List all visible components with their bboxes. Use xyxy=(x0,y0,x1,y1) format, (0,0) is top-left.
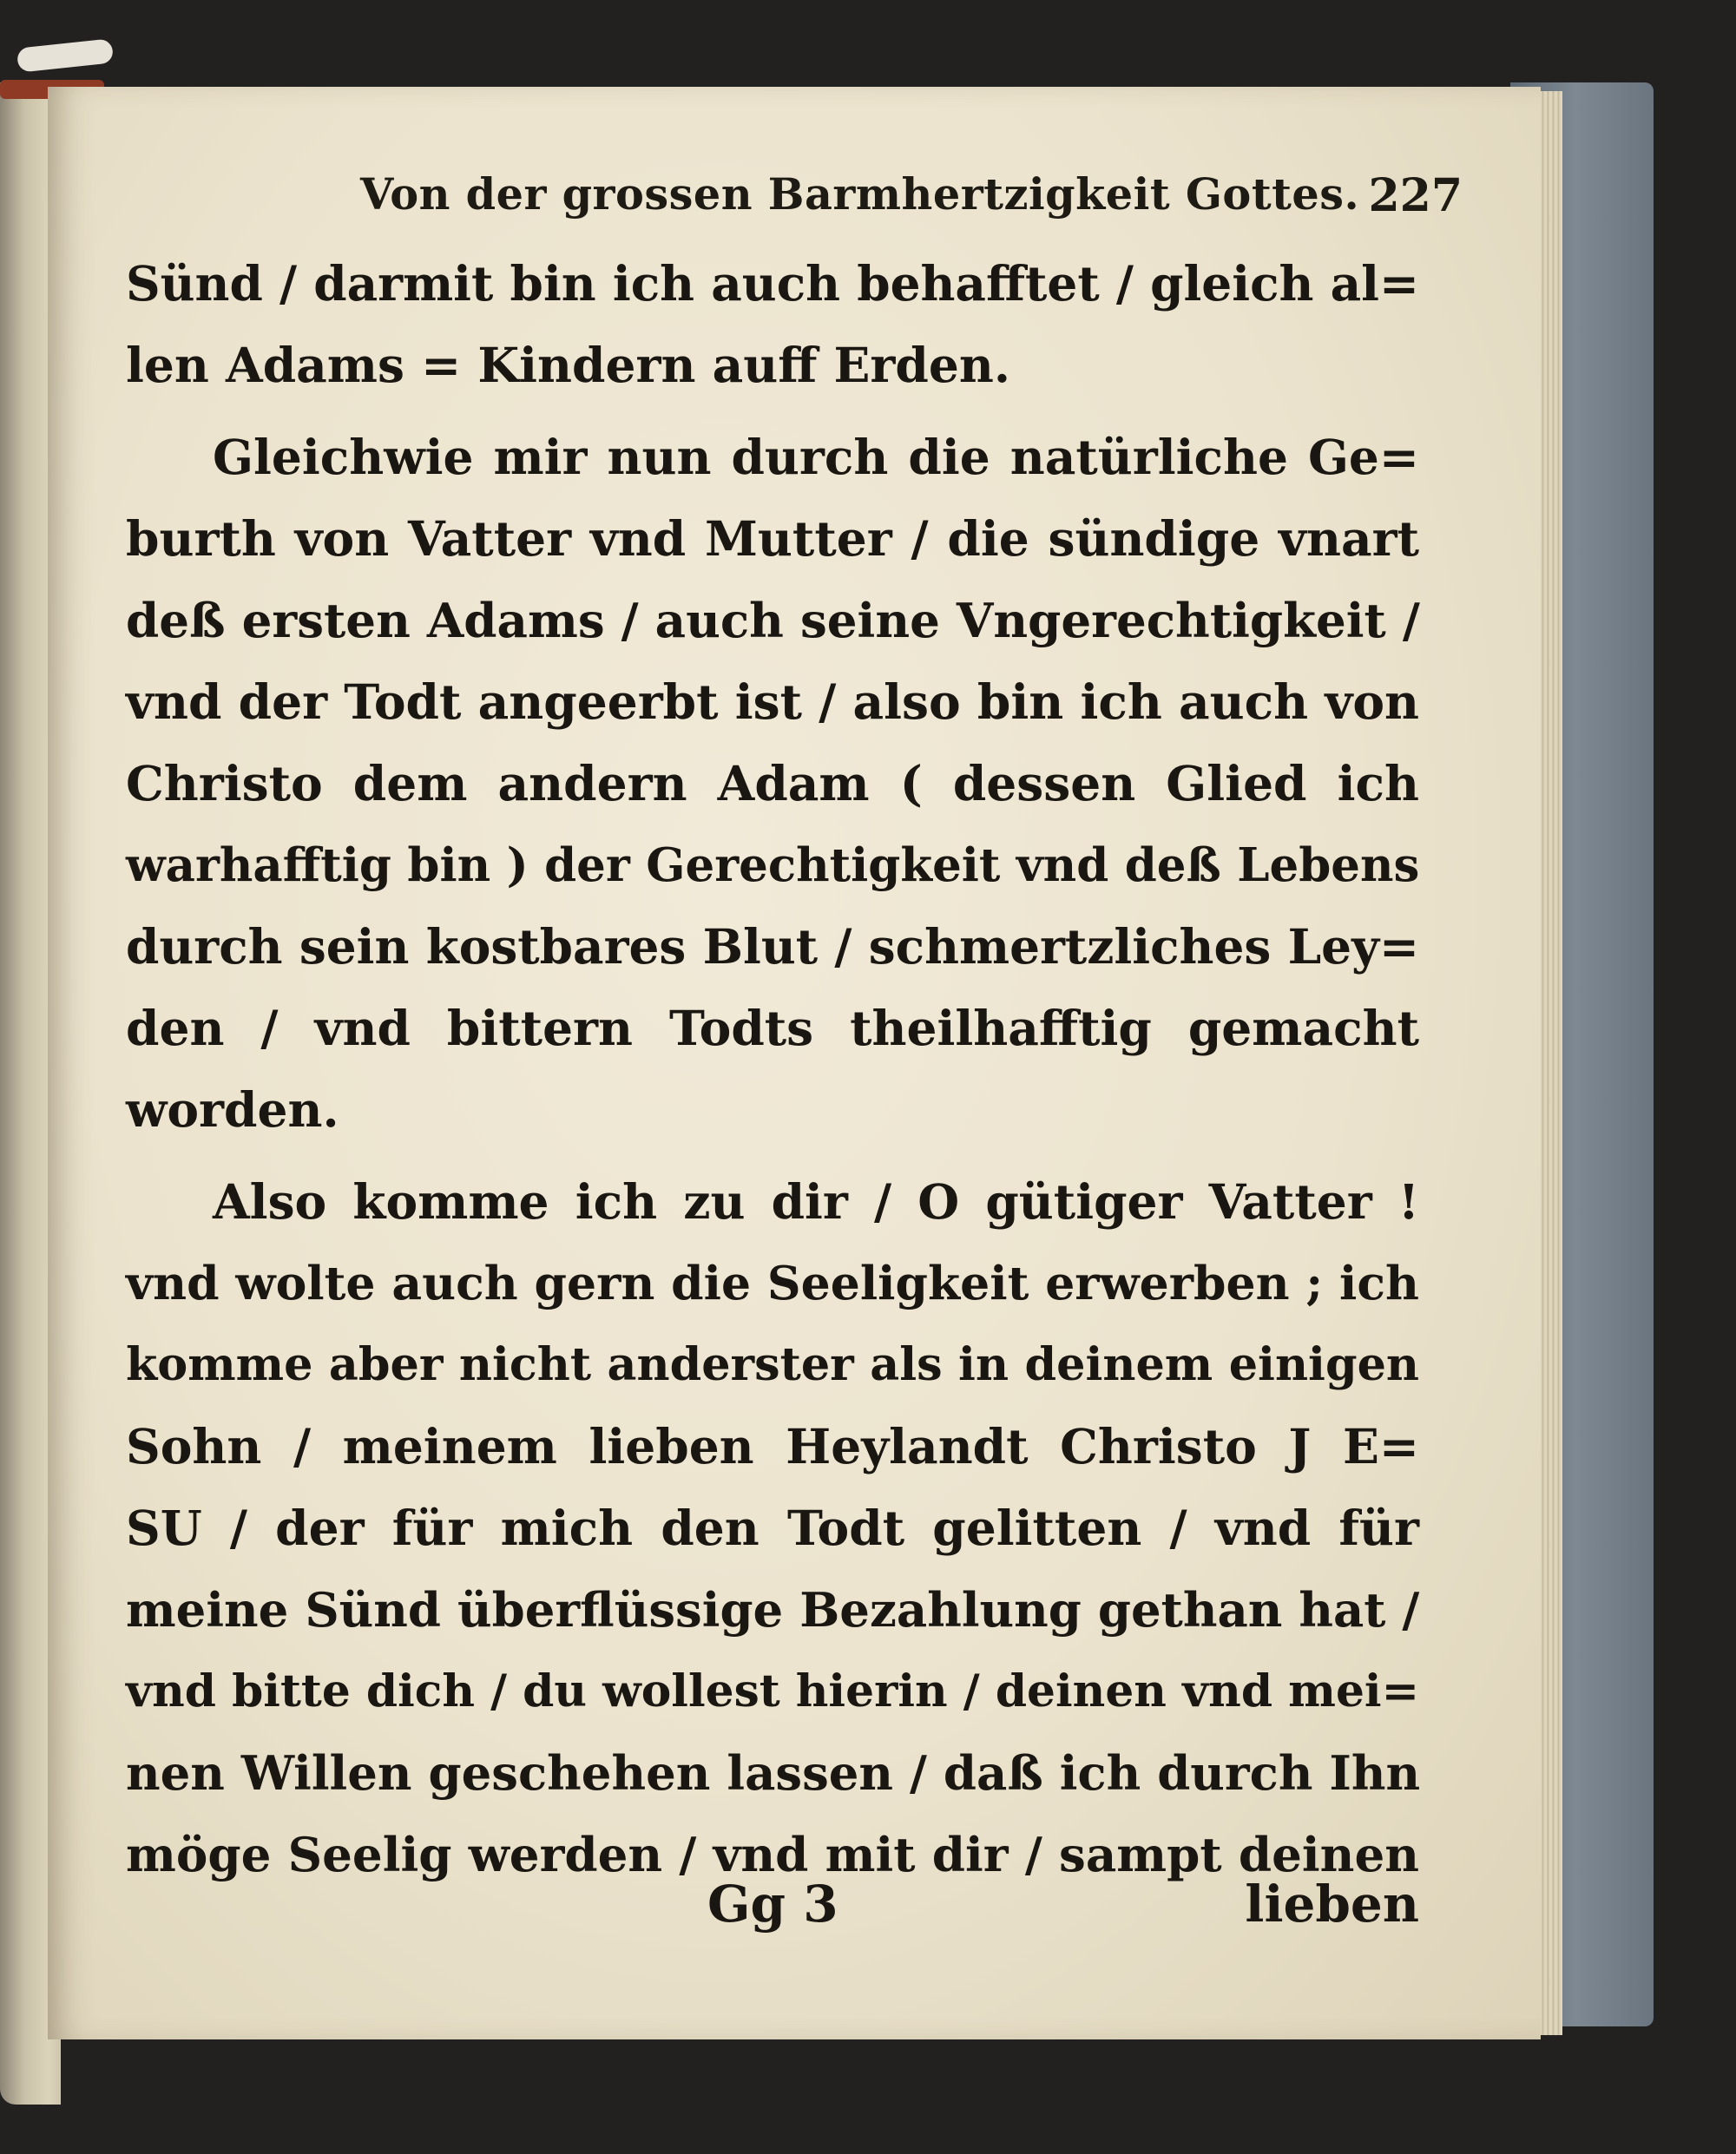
text-line: Gleichwie mir nun durch die natürliche Ge= xyxy=(213,429,1419,485)
page-number: 227 xyxy=(1368,169,1463,222)
text-line: nen Willen geschehen lassen / daß ich durch Ihn xyxy=(126,1745,1421,1801)
text-line: möge Seelig werden / vnd mit dir / sampt deinen xyxy=(126,1827,1419,1882)
paragraph-break xyxy=(126,406,1419,417)
text-line: vnd wolte auch gern die Seeligkeit erwerben ; ich xyxy=(126,1256,1419,1310)
text-line: Christo dem andern Adam ( dessen Glied ich xyxy=(126,755,1419,811)
text-line: Sünd / darmit bin ich auch behafftet / gleich al= xyxy=(126,255,1419,312)
text-line: komme aber nicht anderster als in deinem einigen xyxy=(126,1338,1419,1391)
bookmark-ribbon-white xyxy=(16,38,114,72)
page-header xyxy=(308,169,1463,239)
running-title: Von der grossen Barmhertzigkeit Gottes. xyxy=(360,169,1360,220)
page-footer xyxy=(126,1875,1419,1961)
text-line: worden. xyxy=(126,1081,339,1138)
book-page xyxy=(48,87,1541,2039)
text-line: len Adams = Kindern auff Erden. xyxy=(126,337,1010,393)
text-line: deß ersten Adams / auch seine Vngerechtigkeit / xyxy=(126,593,1420,648)
text-line: den / vnd bittern Todts theilhafftig gemacht xyxy=(126,1000,1419,1056)
text-line: warhafftig bin ) der Gerechtigkeit vnd deß Lebens xyxy=(126,838,1420,892)
text-line: vnd der Todt angeerbt ist / also bin ich auch von xyxy=(126,673,1419,730)
signature-mark: Gg 3 xyxy=(707,1875,838,1934)
text-line: durch sein kostbares Blut / schmertzliches Ley= xyxy=(126,918,1419,975)
paragraph-break xyxy=(126,1151,1419,1161)
body-text xyxy=(126,243,1419,1895)
text-line: meine Sünd überflüssige Bezahlung gethan hat / xyxy=(126,1582,1420,1638)
text-line: Sohn / meinem lieben Heylandt Christo J E= xyxy=(126,1418,1419,1474)
text-line: vnd bitte dich / du wollest hierin / deinen vnd mei= xyxy=(126,1665,1419,1717)
text-line: SU / der für mich den Todt gelitten / vnd für xyxy=(126,1500,1419,1556)
text-line: Also komme ich zu dir / O gütiger Vatter ! xyxy=(213,1173,1419,1230)
text-line: burth von Vatter vnd Mutter / die sündige vnart xyxy=(126,510,1419,567)
catchword: lieben xyxy=(1245,1875,1419,1934)
